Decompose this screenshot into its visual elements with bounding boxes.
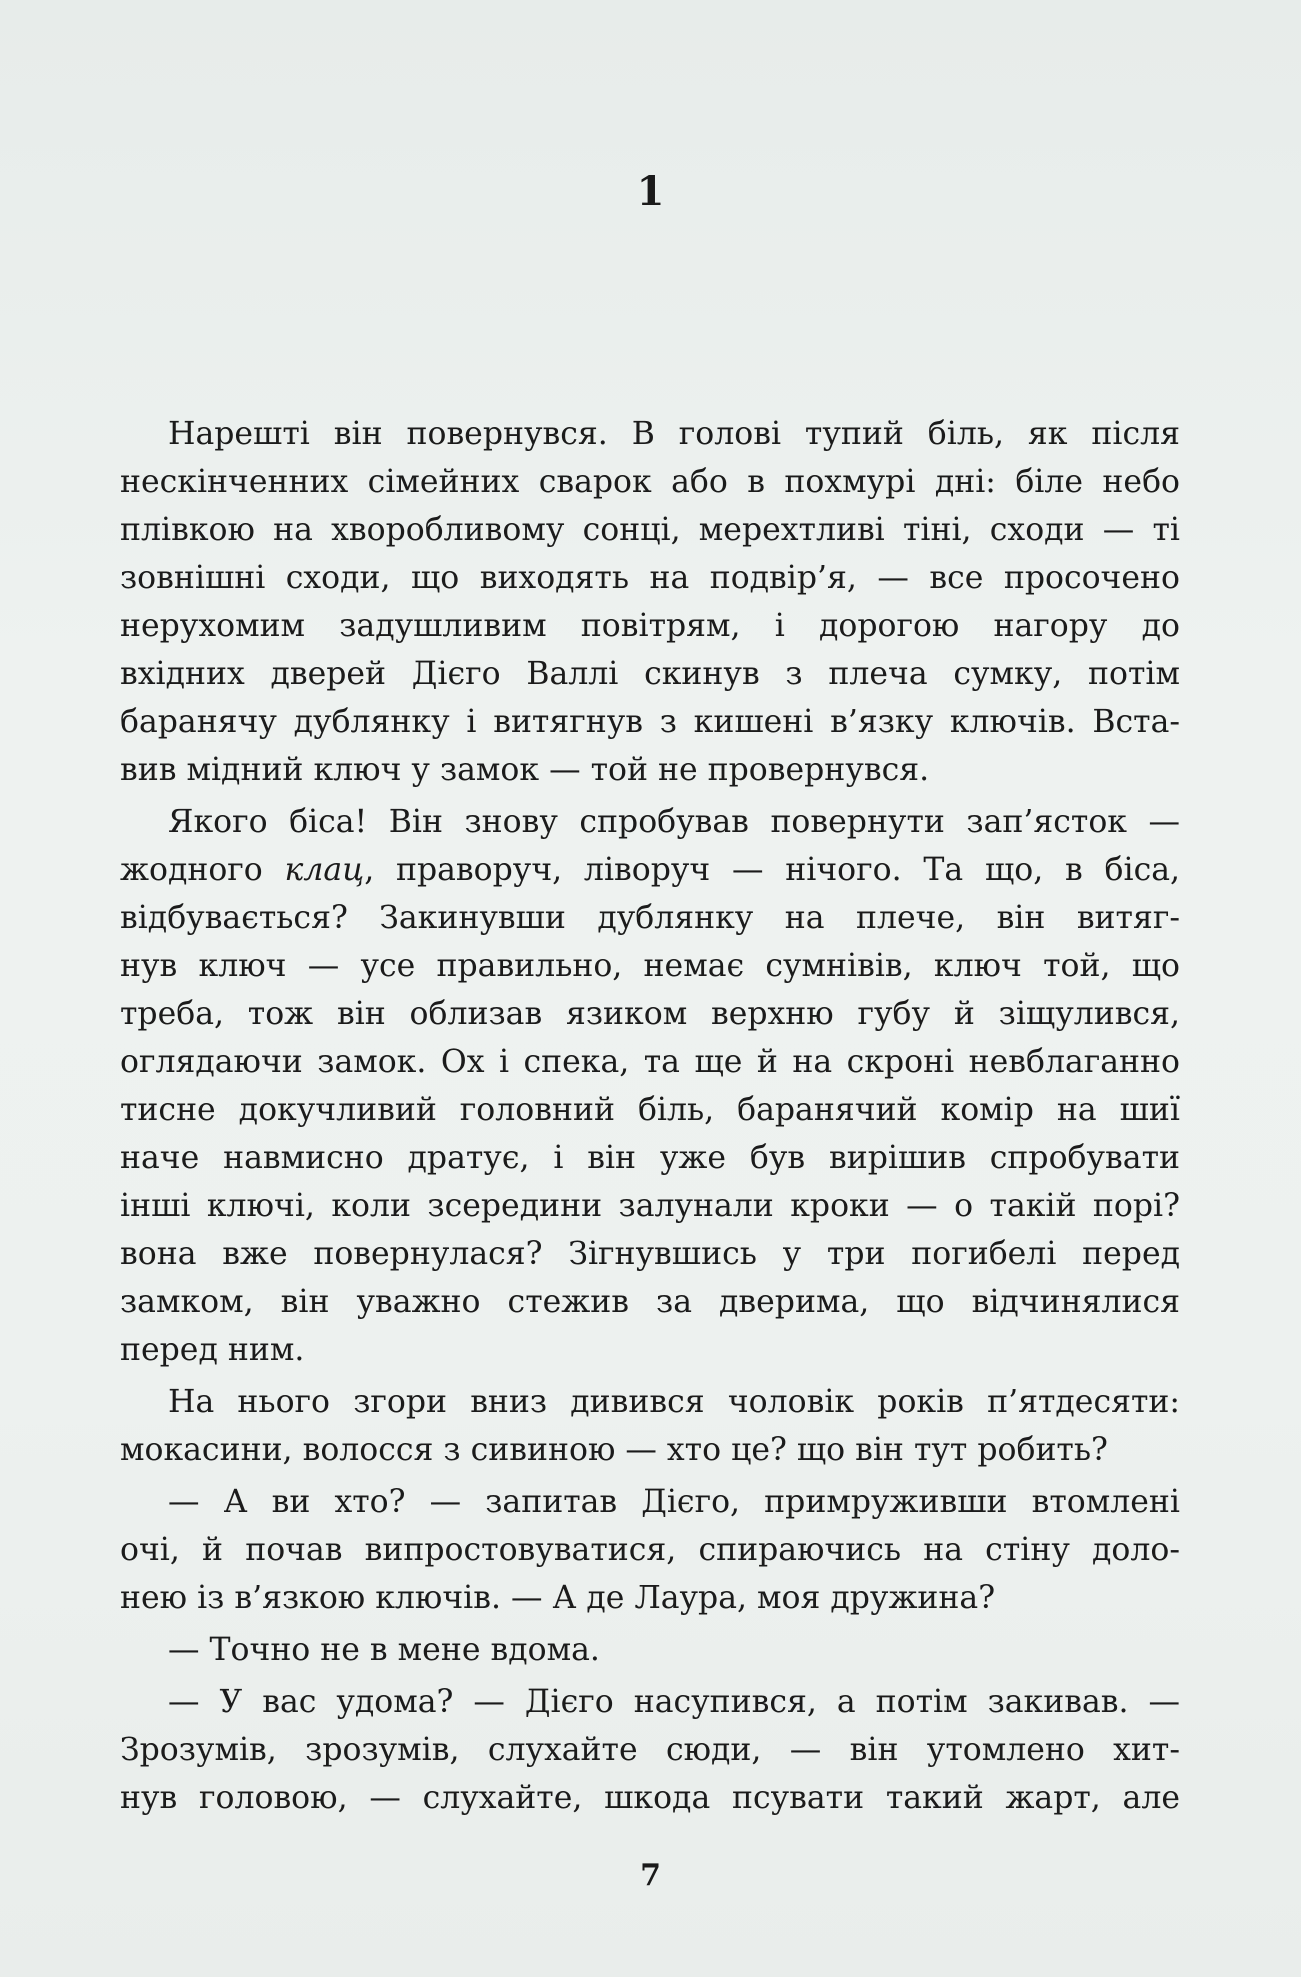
text-line: баранячу дублянку і витягнув з кишені в’язку ключів. Вста- (120, 704, 1180, 740)
paragraph (120, 1378, 1180, 1474)
text-line: інші ключі, коли зсередини залунали кроки — о такій порі? (120, 1188, 1180, 1224)
text-line: Якого біса! Він знову спробував повернути зап’ясток — (168, 804, 1180, 840)
text-line: треба, тож він облизав язиком верхню губу й зіщулився, (120, 996, 1180, 1032)
text-line: нув ключ — усе правильно, немає сумнівів, ключ той, що (120, 948, 1180, 984)
text-line: — У вас удома? — Дієго насупився, а потім закивав. — (168, 1684, 1180, 1720)
paragraph (120, 410, 1180, 794)
text-line: перед ним. (120, 1332, 305, 1368)
text-line: На нього згори вниз дивився чоловік років п’ятдесяти: (168, 1384, 1180, 1420)
text-line: вона вже повернулася? Зігнувшись у три погибелі перед (120, 1236, 1180, 1272)
text-line: зовнішні сходи, що виходять на подвір’я, — все просочено (120, 560, 1180, 596)
text-line: нерухомим задушливим повітрям, і дорогою нагору до (120, 608, 1180, 644)
text-line: вив мідний ключ у замок — той не провернувся. (120, 752, 930, 788)
text-line: тисне докучливий головний біль, баранячий комір на шиї (120, 1092, 1180, 1128)
text-line: відбувається? Закинувши дублянку на плече, він витяг- (120, 900, 1180, 936)
text-line: Нарешті він повернувся. В голові тупий біль, як після (168, 416, 1180, 452)
page-number: 7 (640, 1858, 661, 1893)
text-line: мокасини, волосся з сивиною — хто це? що він тут робить? (120, 1432, 1108, 1468)
text-line: очі, й почав випростовуватися, спираючись на стіну доло- (120, 1532, 1180, 1568)
paragraph (120, 798, 1180, 1374)
text-line: нескінченних сімейних сварок або в похмурі дні: біле небо (120, 464, 1180, 500)
text-line: плівкою на хворобливому сонці, мерехтливі тіні, сходи — ті (120, 512, 1180, 548)
text-line: — А ви хто? — запитав Дієго, примруживши втомлені (168, 1484, 1180, 1520)
text-line: нею із в’язкою ключів. — А де Лаура, моя дружина? (120, 1580, 996, 1616)
text-line: вхідних дверей Дієго Валлі скинув з плеча сумку, потім (120, 656, 1180, 692)
text-line: наче навмисно дратує, і він уже був вирішив спробувати (120, 1140, 1180, 1176)
paragraph (120, 1678, 1180, 1822)
emphasized-word: клац (284, 852, 365, 888)
text-line: Зрозумів, зрозумів, слухайте сюди, — він утомлено хит- (120, 1732, 1180, 1768)
chapter-body (120, 410, 1180, 1826)
text-line: замком, він уважно стежив за дверима, що відчинялися (120, 1284, 1180, 1320)
text-line: оглядаючи замок. Ох і спека, та ще й на скроні невблаганно (120, 1044, 1180, 1080)
text-line: жодного клац, праворуч, ліворуч — нічого. Та що, в біса, (120, 852, 1180, 888)
text-line: нув головою, — слухайте, шкода псувати такий жарт, але (120, 1780, 1180, 1816)
chapter-number: 1 (636, 168, 665, 215)
paragraph (120, 1626, 1180, 1674)
paragraph (120, 1478, 1180, 1622)
text-line: — Точно не в мене вдома. (168, 1632, 600, 1668)
